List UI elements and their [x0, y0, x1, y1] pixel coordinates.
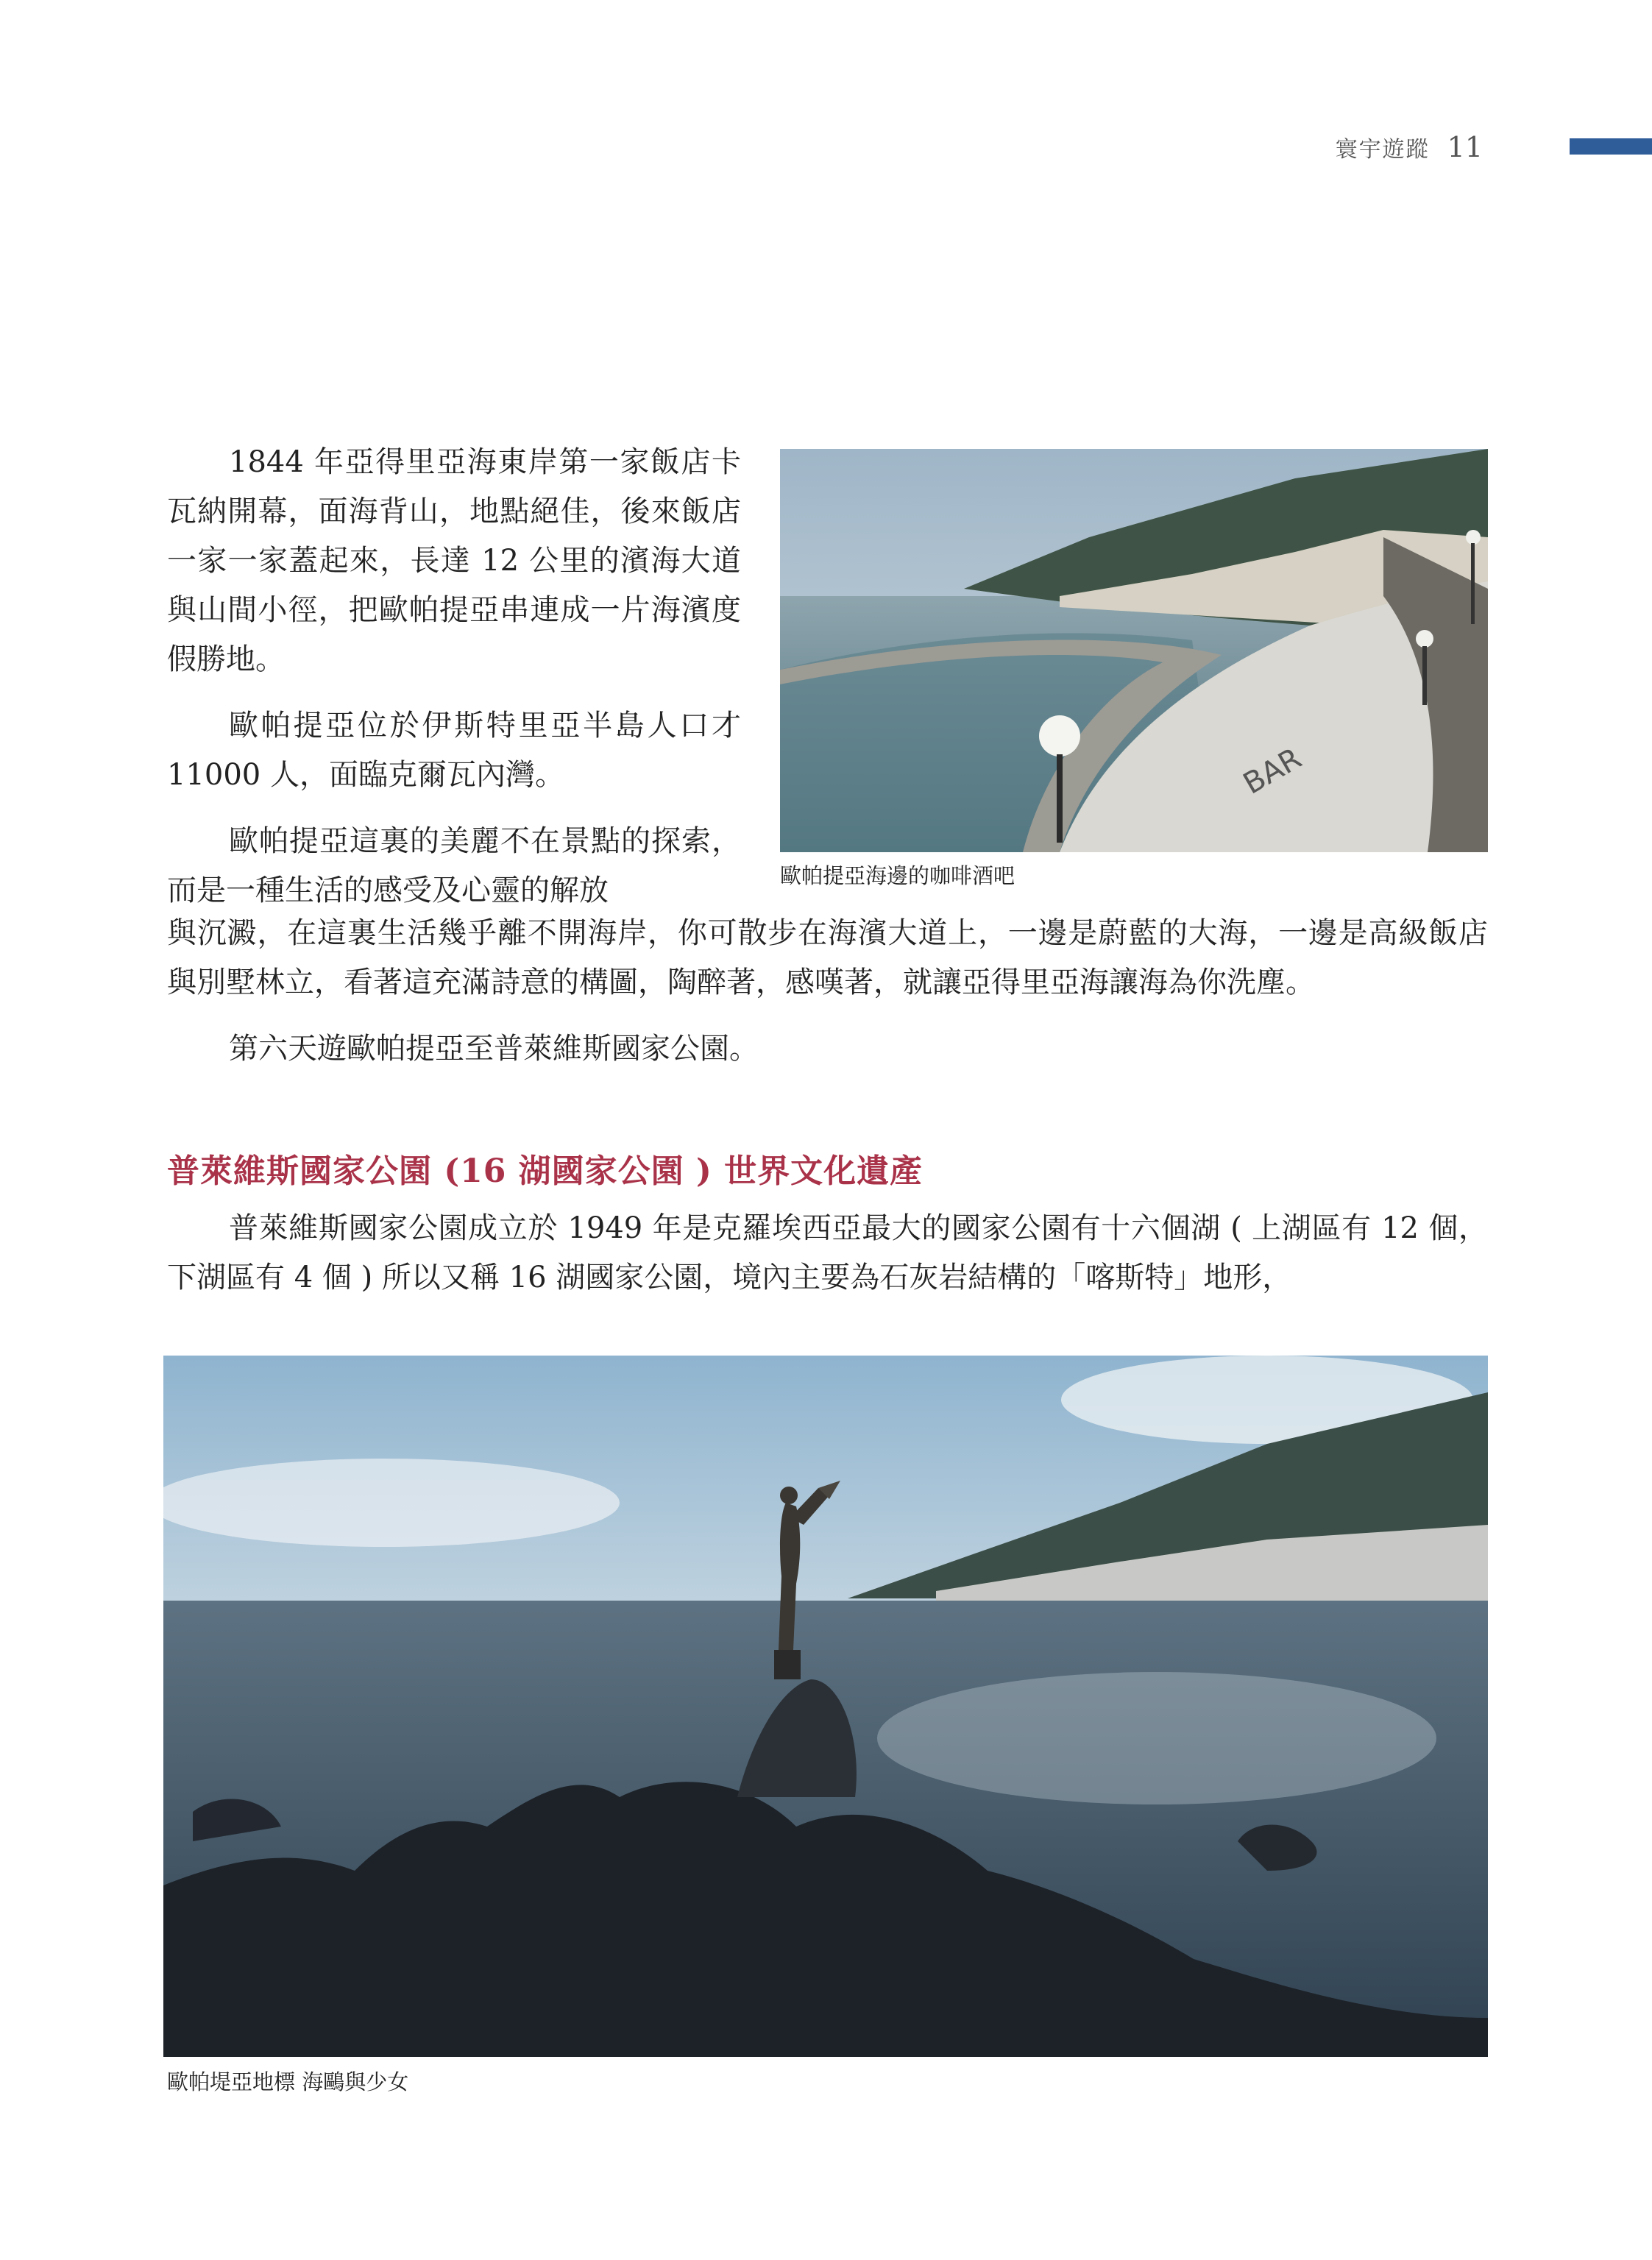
section-title: 寰宇遊蹤	[1335, 137, 1430, 163]
section-tab-marker	[1570, 138, 1652, 155]
photo-seagull-maiden	[163, 1356, 1488, 2057]
left-text-column	[167, 438, 741, 915]
photo1-caption: 歐帕提亞海邊的咖啡酒吧	[780, 863, 1015, 888]
paragraph-1: 1844 年亞得里亞海東岸第一家飯店卡瓦納開幕，面海背山，地點絕佳，後來飯店一家一家蓋起來，長達 12 公里的濱海大道與山間小徑，把歐帕提亞串連成一片海濱度假勝地。	[167, 445, 741, 676]
page-number: 11	[1447, 131, 1483, 163]
running-header	[1336, 131, 1483, 163]
section-heading: 普萊維斯國家公園 (16 湖國家公園 ) 世界文化遺產	[167, 1152, 924, 1190]
paragraph-4: 第六天遊歐帕提亞至普萊維斯國家公園。	[229, 1032, 759, 1066]
full-width-text-2	[167, 1204, 1488, 1303]
photo2-caption: 歐帕堤亞地標 海鷗與少女	[167, 2069, 409, 2094]
paragraph-5: 普萊維斯國家公園成立於 1949 年是克羅埃西亞最大的國家公園有十六個湖 ( 上湖區有 12 個，下湖區有 4 個 ) 所以又稱 16 湖國家公園，境內主要為石灰岩結構的「喀斯特」地形，	[167, 1211, 1488, 1294]
paragraph-3-start: 歐帕提亞這裏的美麗不在景點的探索，而是一種生活的感受及心靈的解放	[167, 824, 741, 907]
paragraph-2: 歐帕提亞位於伊斯特里亞半島人口才 11000 人，面臨克爾瓦內灣。	[167, 709, 741, 792]
paragraph-3-end: 與沉澱，在這裏生活幾乎離不開海岸，你可散步在海濱大道上，一邊是蔚藍的大海，一邊是高級飯店與別墅林立，看著這充滿詩意的構圖，陶醉著，感嘆著，就讓亞得里亞海讓海為你洗塵。	[167, 916, 1488, 999]
bar-sign-text: BAR	[1238, 741, 1308, 801]
photo-seaside-bar	[780, 449, 1488, 852]
full-width-text-1	[167, 909, 1488, 1074]
